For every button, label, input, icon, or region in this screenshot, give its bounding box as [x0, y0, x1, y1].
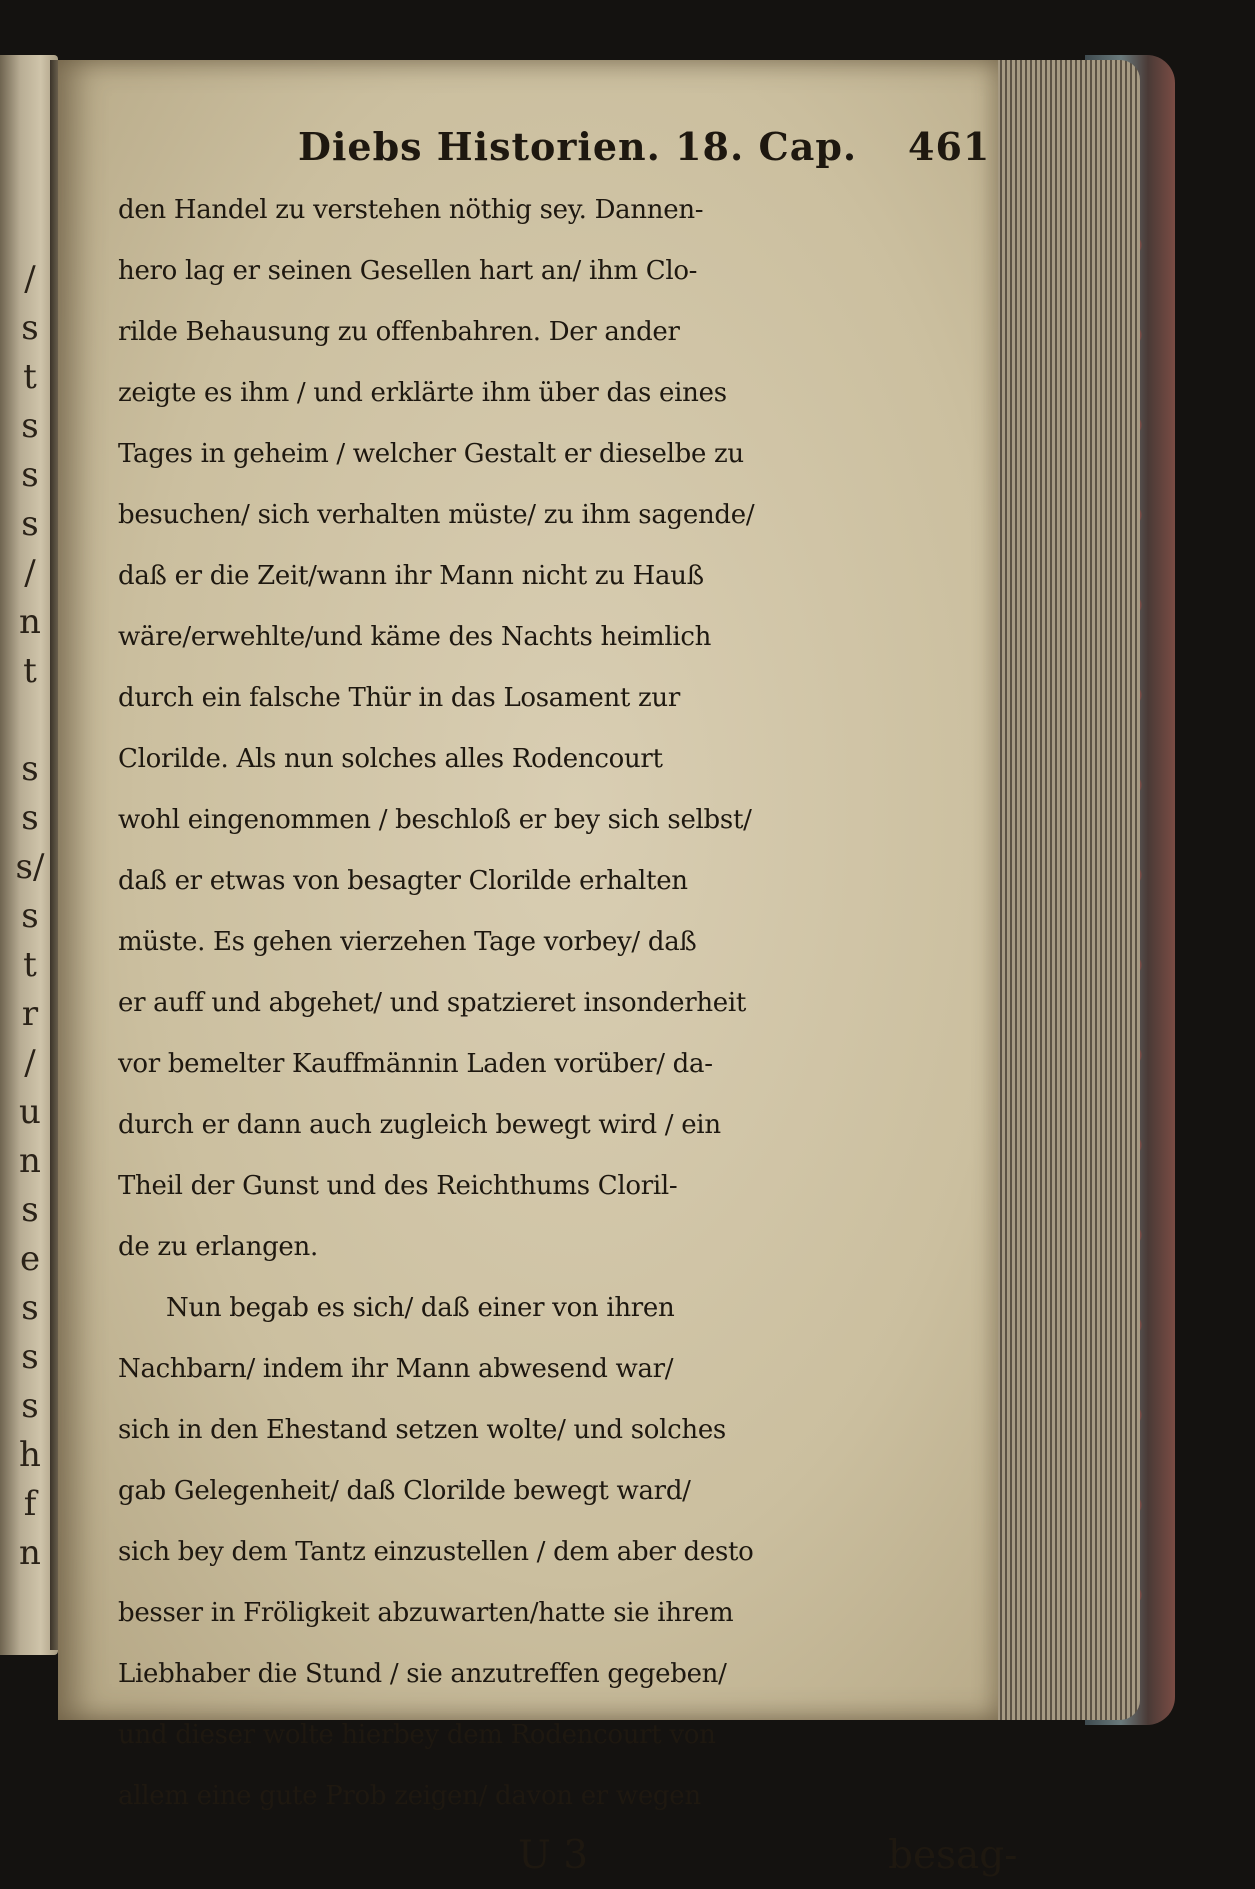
right-page: [58, 60, 1018, 1878]
left-page-fragment: s: [21, 896, 39, 936]
text-line: und dieser wolte hierbey dem Rodencourt von: [118, 1720, 716, 1750]
left-page-fragment: s: [21, 1288, 39, 1328]
left-page-fragment: t: [23, 651, 37, 691]
text-line: daß er etwas von besagter Clorilde erhalten: [118, 866, 688, 896]
text-line: vor bemelter Kauffmännin Laden vorüber/ da-: [118, 1049, 713, 1079]
left-page-fragment: /: [24, 259, 36, 299]
left-page-fragment: s: [21, 308, 39, 348]
page-text-block: [118, 118, 1018, 1889]
text-line: durch ein falsche Thür in das Losament zur: [118, 683, 680, 713]
left-page-fragment: u: [19, 1092, 41, 1132]
text-line: besuchen/ sich verhalten müste/ zu ihm sagende/: [118, 500, 755, 530]
text-line: Nachbarn/ indem ihr Mann abwesend war/: [118, 1354, 674, 1384]
left-page-fragment: s: [21, 455, 39, 495]
left-page-fragment: e: [19, 1239, 41, 1279]
left-page-fragment: h: [19, 1435, 41, 1475]
text-line: besser in Fröligkeit abzuwarten/hatte sie ihrem: [118, 1598, 734, 1628]
text-line: sich in den Ehestand setzen wolte/ und solches: [118, 1415, 726, 1445]
left-page-fragment: s: [21, 1337, 39, 1377]
left-page-fragment: n: [19, 602, 41, 642]
left-page-fragment: f: [23, 1484, 37, 1524]
left-page-fragment: s: [21, 1190, 39, 1230]
text-line: zeigte es ihm / und erklärte ihm über das eines: [118, 378, 727, 408]
text-line: de zu erlangen.: [118, 1232, 318, 1262]
left-page-fragment: n: [19, 1141, 41, 1181]
page-number: 461: [908, 124, 991, 169]
page-fore-edge: [990, 60, 1140, 1720]
text-line: daß er die Zeit/wann ihr Mann nicht zu Hauß: [118, 561, 704, 591]
text-line: den Handel zu verstehen nöthig sey. Dannen-: [118, 195, 704, 225]
left-page-fragment: s: [21, 406, 39, 446]
text-line: wäre/erwehlte/und käme des Nachts heimlich: [118, 622, 712, 652]
text-line: wohl eingenommen / beschloß er bey sich selbst/: [118, 805, 752, 835]
left-page-fragment: s: [21, 504, 39, 544]
text-line: allem eine gute Prob zeigen/ davon er wegen: [118, 1781, 701, 1811]
left-page-fragment: /: [24, 553, 36, 593]
left-page-fragment: s: [21, 798, 39, 838]
left-page-fragment: n: [19, 1533, 41, 1573]
left-page-text-fragments: [10, 255, 50, 1578]
text-line: rilde Behausung zu offenbahren. Der ander: [118, 317, 680, 347]
body-text: [118, 180, 988, 1827]
left-page-fragment: r: [21, 994, 39, 1034]
text-line: gab Gelegenheit/ daß Clorilde bewegt ward/: [118, 1476, 691, 1506]
signature-mark: U 3: [518, 1833, 589, 1878]
text-line: Clorilde. Als nun solches alles Rodencourt: [118, 744, 663, 774]
text-line: Liebhaber die Stund / sie anzutreffen gegeben/: [118, 1659, 727, 1689]
catchword: besag-: [888, 1833, 1018, 1878]
text-line: Nun begab es sich/ daß einer von ihren: [166, 1293, 675, 1323]
page-footer: [118, 1829, 1018, 1889]
text-line: hero lag er seinen Gesellen hart an/ ihm Clo-: [118, 256, 698, 286]
left-page-fragment: t: [23, 945, 37, 985]
left-page-fragment: t: [23, 357, 37, 397]
text-line: Tages in geheim / welcher Gestalt er dieselbe zu: [118, 439, 744, 469]
text-line: Theil der Gunst und des Reichthums Cloril-: [118, 1171, 678, 1201]
text-line: durch er dann auch zugleich bewegt wird / ein: [118, 1110, 721, 1140]
left-page-fragment: s/: [15, 847, 45, 887]
left-page-fragment: s: [21, 1386, 39, 1426]
running-head-title: Diebs Historien. 18. Cap.: [298, 124, 858, 169]
text-line: er auff und abgehet/ und spatzieret insonderheit: [118, 988, 747, 1018]
left-page-fragment: s: [21, 749, 39, 789]
left-page-fragment: /: [24, 1043, 36, 1083]
left-page-fragment: [10, 696, 50, 745]
running-head: [118, 118, 991, 180]
text-line: müste. Es gehen vierzehen Tage vorbey/ daß: [118, 927, 697, 957]
text-line: sich bey dem Tantz einzustellen / dem aber desto: [118, 1537, 754, 1567]
